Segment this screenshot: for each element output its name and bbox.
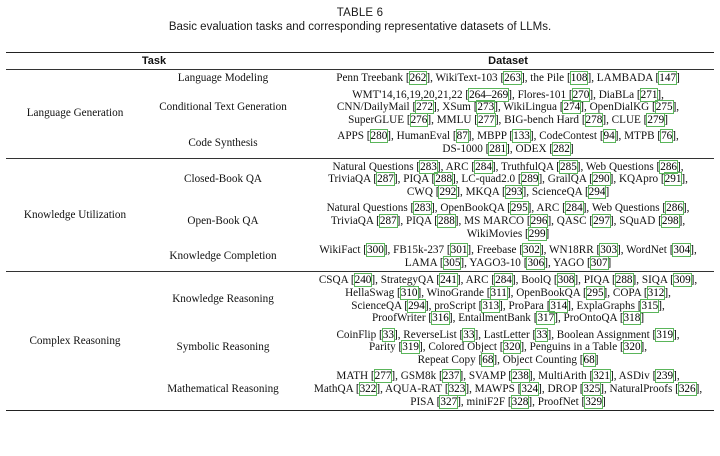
citation-link[interactable]: [311] (486, 286, 511, 299)
dataset-line: MATH [277], GSM8k [237], SVAMP [238], MultiArith [321], ASDiv [239], (336, 370, 680, 383)
citation-link[interactable]: [286] (656, 160, 681, 173)
citation-link[interactable]: [276] (406, 113, 432, 126)
citation-link[interactable]: [323] (444, 383, 470, 396)
citation-link[interactable]: [262] (405, 72, 431, 84)
dataset-line: WikiMovies [299] (466, 227, 550, 240)
citation-link[interactable]: [277] (370, 370, 396, 383)
citation-link[interactable]: [272] (412, 101, 437, 114)
citation-link[interactable]: [33] (459, 328, 479, 341)
citation-link[interactable]: [300] (363, 244, 388, 257)
citation-link[interactable]: [293] (501, 185, 527, 198)
citation-link[interactable]: [68] (579, 353, 599, 366)
group-name: Language Generation (6, 70, 144, 159)
citation-link[interactable]: [302] (519, 244, 544, 257)
citation-link[interactable]: [239] (652, 370, 677, 383)
citation-link[interactable]: [319] (652, 328, 677, 341)
citation-link[interactable]: [314] (546, 299, 571, 312)
citation-link[interactable]: [329] (581, 395, 606, 408)
citation-link[interactable]: [288] (431, 173, 456, 186)
citation-link[interactable]: [288] (434, 214, 459, 227)
citation-link[interactable]: [304] (669, 244, 694, 257)
dataset-line: CSQA [240], StrategyQA [241], ARC [284], BoolQ [308], PIQA [288], SIQA [309], (318, 274, 698, 287)
dataset-line: APPS [280], HumanEval [87], MBPP [133], CodeContest [94], MTPB [76], (337, 130, 679, 143)
citation-link[interactable]: [33] (532, 328, 552, 341)
dataset-list (302, 128, 714, 158)
citation-link[interactable]: [326] (675, 383, 700, 396)
citation-link[interactable]: [238] (508, 370, 533, 383)
dataset-list (302, 327, 714, 369)
citation-link[interactable]: [278] (581, 113, 607, 126)
citation-link[interactable]: [325] (579, 383, 604, 396)
citation-link[interactable]: [237] (438, 370, 464, 383)
citation-link[interactable]: [296] (526, 214, 552, 227)
citation-link[interactable]: [271] (636, 88, 662, 101)
dataset-list (302, 158, 714, 200)
header-task: Task (6, 53, 302, 70)
citation-link[interactable]: [283] (410, 202, 435, 215)
dataset-line: Repeat Copy [68], Object Counting [68] (417, 353, 599, 366)
table-row (6, 158, 714, 200)
citation-link[interactable]: [324] (517, 383, 542, 396)
citation-link[interactable]: [290] (589, 173, 614, 186)
dataset-line: Natural Questions [283], ARC [284], TruthfulQA [285], Web Questions [286], (332, 160, 684, 173)
dataset-line: PISA [327], miniF2F [328], ProofNet [329] (410, 395, 606, 408)
dataset-line: CNN/DailyMail [272], XSum [273], WikiLingua [274], OpenDialKG [275], (336, 101, 680, 114)
citation-link[interactable]: [147] (655, 72, 680, 84)
dataset-line: Penn Treebank [262], WikiText-103 [263], the Pile [108], LAMBADA [147] (336, 72, 680, 84)
evaluation-table (6, 52, 714, 411)
task-name: Language Modeling (177, 72, 269, 84)
citation-link[interactable]: [273] (473, 101, 498, 114)
citation-link[interactable]: [294] (584, 185, 610, 198)
dataset-list (302, 87, 714, 129)
citation-link[interactable]: [319] (398, 341, 423, 354)
dataset-line: TriviaQA [287], PIQA [288], LC-quad2.0 [289], GrailQA [290], KQApro [291], (328, 173, 688, 186)
task-name: Closed-Book QA (184, 173, 263, 186)
citation-link[interactable]: [320] (499, 341, 525, 354)
dataset-line: Parity [319], Colored Object [320], Penguins in a Table [320], (368, 341, 648, 354)
dataset-list (302, 242, 714, 272)
dataset-line: TriviaQA [287], PIQA [288], MS MARCO [296], QASC [297], SQuAD [298], (330, 214, 686, 227)
citation-link[interactable]: [313] (478, 299, 503, 312)
dataset-line: HellaSwag [310], WinoGrande [311], OpenBookQA [295], COPA [312], (345, 286, 671, 299)
citation-link[interactable]: [87] (452, 130, 472, 143)
citation-link[interactable]: [301] (446, 244, 472, 257)
citation-link[interactable]: [291] (660, 173, 686, 186)
table-label: TABLE 6 (336, 7, 384, 19)
dataset-line: ScienceQA [294], proScript [313], ProPara [314], ExplaGraphs [315], (351, 299, 665, 312)
task-name: Symbolic Reasoning (176, 341, 270, 354)
dataset-list (302, 200, 714, 242)
task-name: Knowledge Completion (144, 242, 302, 272)
citation-link[interactable]: [76] (657, 130, 676, 143)
citation-link[interactable]: [288] (612, 274, 637, 287)
dataset-line: ProofWriter [316], EntailmentBank [317], ProOntoQA [318] (371, 312, 645, 325)
group-name: Complex Reasoning (6, 272, 144, 411)
citation-link[interactable]: [289] (517, 173, 543, 186)
citation-link[interactable]: [287] (373, 173, 398, 186)
citation-link[interactable]: [264–269] (465, 88, 512, 101)
citation-link[interactable]: [294] (404, 299, 429, 312)
dataset-list (302, 272, 714, 327)
citation-link[interactable]: [295] (507, 202, 532, 215)
citation-link[interactable]: [287] (376, 214, 401, 227)
group-name: Knowledge Utilization (6, 158, 144, 272)
citation-link[interactable]: [281] (485, 142, 510, 155)
citation-link[interactable]: [322] (355, 383, 381, 396)
dataset-line: Natural Questions [283], OpenBookQA [295], ARC [284], Web Questions [286], (326, 202, 690, 215)
citation-link[interactable]: [33] (379, 328, 398, 341)
citation-link[interactable]: [305] (439, 256, 465, 269)
citation-link[interactable]: [309] (670, 274, 695, 287)
citation-link[interactable]: [310] (396, 286, 422, 299)
table-header-row (6, 53, 714, 70)
citation-link[interactable]: [240] (350, 274, 376, 287)
citation-link[interactable]: [297] (589, 214, 614, 227)
citation-link[interactable]: [275] (652, 101, 677, 114)
citation-link[interactable]: [318] (619, 312, 645, 325)
citation-link[interactable]: [241] (436, 274, 461, 287)
citation-link[interactable]: [320] (620, 341, 645, 354)
citation-link[interactable]: [263] (500, 72, 525, 84)
dataset-line: CWQ [292], MKQA [293], ScienceQA [294] (406, 185, 610, 198)
dataset-line: CoinFlip [33], ReverseList [33], LastLetter [33], Boolean Assignment [319], (336, 328, 680, 341)
citation-link[interactable]: [286] (662, 202, 687, 215)
citation-link[interactable]: [299] (525, 227, 550, 240)
citation-link[interactable]: [280] (366, 130, 392, 143)
task-name: Conditional Text Generation (159, 101, 287, 114)
citation-link[interactable]: [328] (507, 395, 533, 408)
dataset-list (302, 70, 714, 87)
citation-link[interactable]: [133] (509, 130, 534, 143)
citation-link[interactable]: [312] (643, 286, 669, 299)
task-name: Mathematical Reasoning (144, 368, 302, 410)
citation-link[interactable]: [270] (568, 88, 594, 101)
dataset-line: DS-1000 [281], ODEX [282] (442, 142, 574, 155)
citation-link[interactable]: [327] (436, 395, 461, 408)
citation-link[interactable]: [284] (491, 274, 516, 287)
dataset-line: WikiFact [300], FB15k-237 [301], Freebase [302], WN18RR [303], WordNet [304], (319, 244, 697, 257)
citation-link[interactable]: [303] (596, 244, 621, 257)
citation-link[interactable]: [284] (562, 202, 587, 215)
citation-link[interactable]: [315] (637, 299, 662, 312)
citation-link[interactable]: [94] (599, 130, 619, 143)
citation-link[interactable]: [321] (589, 370, 614, 383)
table-body (6, 70, 714, 411)
task-name: Knowledge Reasoning (172, 293, 274, 306)
dataset-list (302, 368, 714, 410)
dataset-line: SuperGLUE [276], MMLU [277], BIG-bench Hard [278], CLUE [279] (348, 113, 668, 126)
citation-link[interactable]: [306] (523, 256, 548, 269)
citation-link[interactable]: [292] (435, 185, 460, 198)
table-caption: Basic evaluation tasks and corresponding representative datasets of LLMs. (168, 21, 552, 33)
task-name: Open-Book QA (187, 214, 259, 227)
dataset-line: MathQA [322], AQUA-RAT [323], MAWPS [324], DROP [325], NaturalProofs [326], (313, 383, 703, 396)
citation-link[interactable]: [68] (478, 353, 498, 366)
dataset-line: WMT'14,16,19,20,21,22 [264–269], Flores-101 [270], DiaBLa [271], (352, 88, 664, 101)
citation-link[interactable]: [284] (471, 160, 496, 173)
citation-link[interactable]: [295] (583, 286, 608, 299)
citation-link[interactable]: [108] (566, 72, 592, 84)
task-name: Code Synthesis (144, 128, 302, 158)
citation-link[interactable]: [307] (587, 256, 612, 269)
citation-link[interactable]: [317] (533, 312, 558, 325)
citation-link[interactable]: [283] (416, 160, 441, 173)
citation-link[interactable]: [298] (658, 214, 683, 227)
citation-link[interactable]: [279] (643, 113, 668, 126)
dataset-line: LAMA [305], YAGO3-10 [306], YAGO [307] (404, 256, 612, 269)
citation-link[interactable]: [285] (556, 160, 581, 173)
citation-link[interactable]: [274] (559, 101, 584, 114)
citation-link[interactable]: [277] (474, 113, 499, 126)
table-row (6, 70, 714, 87)
citation-link[interactable]: [316] (428, 312, 453, 325)
citation-link[interactable]: [308] (553, 274, 579, 287)
header-dataset: Dataset (302, 53, 714, 70)
citation-link[interactable]: [282] (549, 142, 574, 155)
table-row (6, 272, 714, 327)
